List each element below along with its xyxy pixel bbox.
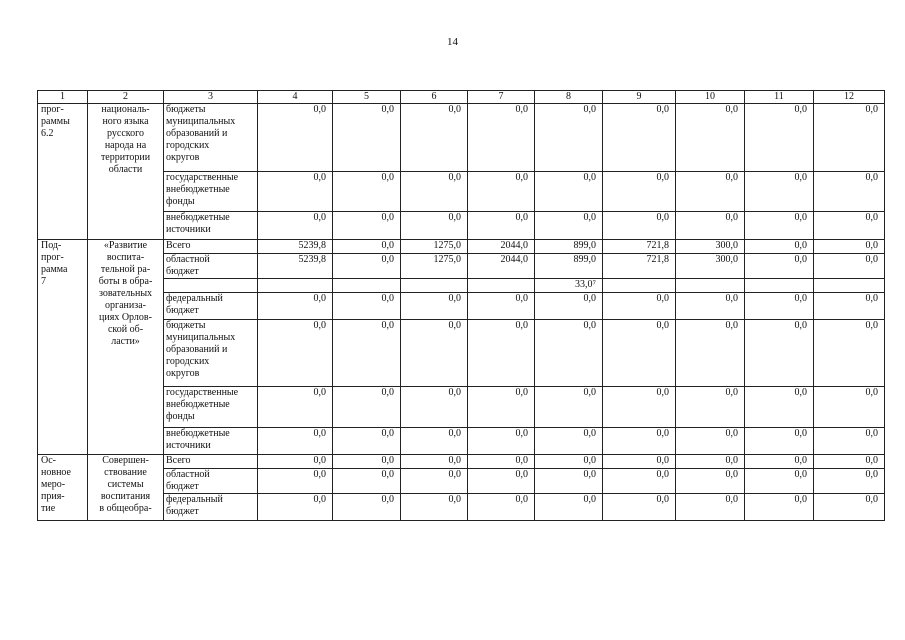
value-cell: 33,0⁷ [535, 279, 603, 293]
funding-source-cell: государственные внебюджетные фонды [164, 387, 258, 428]
value-cell: 0,0 [745, 387, 814, 428]
value-cell: 0,0 [676, 428, 745, 455]
table-row [38, 212, 885, 240]
value-cell: 0,0 [676, 494, 745, 521]
value-cell [603, 279, 676, 293]
value-cell: 0,0 [814, 320, 885, 387]
funding-source-cell: областной бюджет [164, 469, 258, 494]
value-cell: 0,0 [258, 172, 333, 212]
funding-source-cell: федеральный бюджет [164, 293, 258, 320]
value-cell: 0,0 [333, 455, 401, 469]
value-cell: 0,0 [401, 212, 468, 240]
program-name-cell: «Развитие воспита- тельной ра- боты в обра- зовательных организа- циях Орлов- ской об- ласти» [88, 240, 164, 455]
value-cell: 0,0 [401, 455, 468, 469]
value-cell: 0,0 [535, 212, 603, 240]
value-cell: 0,0 [258, 320, 333, 387]
value-cell [814, 279, 885, 293]
value-cell: 0,0 [676, 293, 745, 320]
value-cell: 0,0 [745, 293, 814, 320]
value-cell: 0,0 [814, 254, 885, 279]
value-cell: 0,0 [814, 494, 885, 521]
value-cell: 0,0 [468, 104, 535, 172]
table-row [38, 387, 885, 428]
value-cell: 0,0 [258, 494, 333, 521]
value-cell: 0,0 [535, 494, 603, 521]
table-row [38, 494, 885, 521]
program-name-cell: националь- ного языка русского народа на территории области [88, 104, 164, 240]
funding-source-cell: Всего [164, 455, 258, 469]
value-cell: 0,0 [745, 428, 814, 455]
value-cell [401, 279, 468, 293]
value-cell: 2044,0 [468, 240, 535, 254]
table-body [38, 91, 885, 521]
value-cell: 0,0 [401, 387, 468, 428]
value-cell: 0,0 [676, 320, 745, 387]
value-cell: 0,0 [814, 172, 885, 212]
value-cell: 0,0 [258, 469, 333, 494]
header-cell: 8 [535, 91, 603, 104]
value-cell: 0,0 [468, 494, 535, 521]
value-cell: 0,0 [814, 428, 885, 455]
value-cell: 0,0 [535, 455, 603, 469]
header-cell: 7 [468, 91, 535, 104]
value-cell: 0,0 [603, 320, 676, 387]
value-cell: 0,0 [676, 387, 745, 428]
value-cell: 0,0 [676, 469, 745, 494]
value-cell: 0,0 [333, 494, 401, 521]
value-cell: 1275,0 [401, 240, 468, 254]
value-cell: 0,0 [603, 494, 676, 521]
value-cell: 0,0 [603, 293, 676, 320]
value-cell: 0,0 [535, 469, 603, 494]
value-cell: 0,0 [814, 455, 885, 469]
value-cell: 0,0 [814, 212, 885, 240]
value-cell [333, 279, 401, 293]
value-cell: 0,0 [401, 293, 468, 320]
value-cell: 0,0 [333, 240, 401, 254]
table-row [38, 240, 885, 254]
value-cell: 0,0 [468, 455, 535, 469]
value-cell: 0,0 [401, 428, 468, 455]
value-cell: 300,0 [676, 240, 745, 254]
value-cell [468, 279, 535, 293]
value-cell: 0,0 [258, 104, 333, 172]
value-cell: 0,0 [468, 469, 535, 494]
value-cell: 0,0 [603, 428, 676, 455]
table-row [38, 279, 885, 293]
value-cell: 0,0 [745, 104, 814, 172]
value-cell: 899,0 [535, 254, 603, 279]
funding-source-cell: внебюджетные источники [164, 428, 258, 455]
funding-source-cell: государственные внебюджетные фонды [164, 172, 258, 212]
value-cell: 0,0 [814, 104, 885, 172]
table-row [38, 293, 885, 320]
value-cell: 899,0 [535, 240, 603, 254]
table-row [38, 455, 885, 469]
value-cell: 0,0 [401, 172, 468, 212]
value-cell: 0,0 [603, 469, 676, 494]
value-cell [676, 279, 745, 293]
value-cell: 0,0 [333, 387, 401, 428]
value-cell: 0,0 [333, 212, 401, 240]
header-cell: 9 [603, 91, 676, 104]
value-cell: 0,0 [676, 172, 745, 212]
header-cell: 2 [88, 91, 164, 104]
value-cell: 0,0 [676, 104, 745, 172]
table-row [38, 320, 885, 387]
value-cell: 0,0 [468, 320, 535, 387]
header-cell: 10 [676, 91, 745, 104]
value-cell: 0,0 [535, 293, 603, 320]
value-cell: 0,0 [333, 428, 401, 455]
value-cell: 0,0 [745, 172, 814, 212]
value-cell: 0,0 [603, 455, 676, 469]
program-code-cell: Под- прог- рамма 7 [38, 240, 88, 455]
value-cell: 0,0 [258, 293, 333, 320]
funding-source-cell: областной бюджет [164, 254, 258, 279]
funding-source-cell: Всего [164, 240, 258, 254]
table-row [38, 172, 885, 212]
value-cell: 0,0 [468, 212, 535, 240]
value-cell: 0,0 [258, 212, 333, 240]
value-cell: 0,0 [814, 293, 885, 320]
value-cell: 0,0 [468, 172, 535, 212]
value-cell: 721,8 [603, 254, 676, 279]
value-cell: 0,0 [401, 469, 468, 494]
value-cell: 0,0 [401, 104, 468, 172]
value-cell: 0,0 [333, 104, 401, 172]
value-cell: 5239,8 [258, 240, 333, 254]
budget-table [37, 90, 885, 521]
value-cell: 5239,8 [258, 254, 333, 279]
value-cell: 0,0 [535, 320, 603, 387]
program-code-cell: прог- раммы 6.2 [38, 104, 88, 240]
value-cell: 300,0 [676, 254, 745, 279]
funding-source-cell: бюджеты муниципальных образований и городских округов [164, 320, 258, 387]
value-cell: 0,0 [333, 254, 401, 279]
value-cell: 0,0 [745, 494, 814, 521]
value-cell: 0,0 [814, 469, 885, 494]
value-cell: 0,0 [603, 212, 676, 240]
value-cell: 0,0 [676, 212, 745, 240]
table-row [38, 428, 885, 455]
value-cell: 0,0 [676, 455, 745, 469]
header-cell: 12 [814, 91, 885, 104]
value-cell: 0,0 [333, 320, 401, 387]
funding-source-cell: внебюджетные источники [164, 212, 258, 240]
value-cell: 0,0 [333, 469, 401, 494]
table-row [38, 104, 885, 172]
value-cell: 0,0 [745, 254, 814, 279]
value-cell: 0,0 [745, 469, 814, 494]
value-cell: 0,0 [814, 387, 885, 428]
value-cell [745, 279, 814, 293]
header-cell: 6 [401, 91, 468, 104]
value-cell: 0,0 [258, 428, 333, 455]
value-cell: 0,0 [745, 240, 814, 254]
funding-source-cell: бюджеты муниципальных образований и городских округов [164, 104, 258, 172]
value-cell: 0,0 [258, 455, 333, 469]
table-row [38, 469, 885, 494]
value-cell: 0,0 [535, 428, 603, 455]
header-row [38, 91, 885, 104]
page-number: 14 [447, 36, 458, 48]
header-cell: 4 [258, 91, 333, 104]
value-cell: 0,0 [535, 387, 603, 428]
value-cell: 0,0 [468, 428, 535, 455]
table-row [38, 254, 885, 279]
value-cell: 2044,0 [468, 254, 535, 279]
value-cell: 0,0 [258, 387, 333, 428]
value-cell: 0,0 [401, 494, 468, 521]
value-cell: 1275,0 [401, 254, 468, 279]
value-cell: 0,0 [468, 293, 535, 320]
header-cell: 3 [164, 91, 258, 104]
value-cell [258, 279, 333, 293]
value-cell: 0,0 [603, 172, 676, 212]
header-cell: 5 [333, 91, 401, 104]
value-cell: 0,0 [603, 387, 676, 428]
header-cell: 1 [38, 91, 88, 104]
value-cell: 0,0 [745, 212, 814, 240]
program-code-cell: Ос- новное меро- прия- тие [38, 455, 88, 521]
value-cell: 0,0 [603, 104, 676, 172]
program-name-cell: Совершен- ствование системы воспитания в общеобра- [88, 455, 164, 521]
value-cell: 0,0 [535, 104, 603, 172]
value-cell: 0,0 [814, 240, 885, 254]
value-cell: 0,0 [333, 293, 401, 320]
header-cell: 11 [745, 91, 814, 104]
value-cell: 0,0 [401, 320, 468, 387]
value-cell: 0,0 [333, 172, 401, 212]
value-cell: 0,0 [535, 172, 603, 212]
value-cell: 0,0 [745, 455, 814, 469]
value-cell: 0,0 [745, 320, 814, 387]
value-cell: 0,0 [468, 387, 535, 428]
funding-source-cell: федеральный бюджет [164, 494, 258, 521]
value-cell: 721,8 [603, 240, 676, 254]
funding-source-cell [164, 279, 258, 293]
